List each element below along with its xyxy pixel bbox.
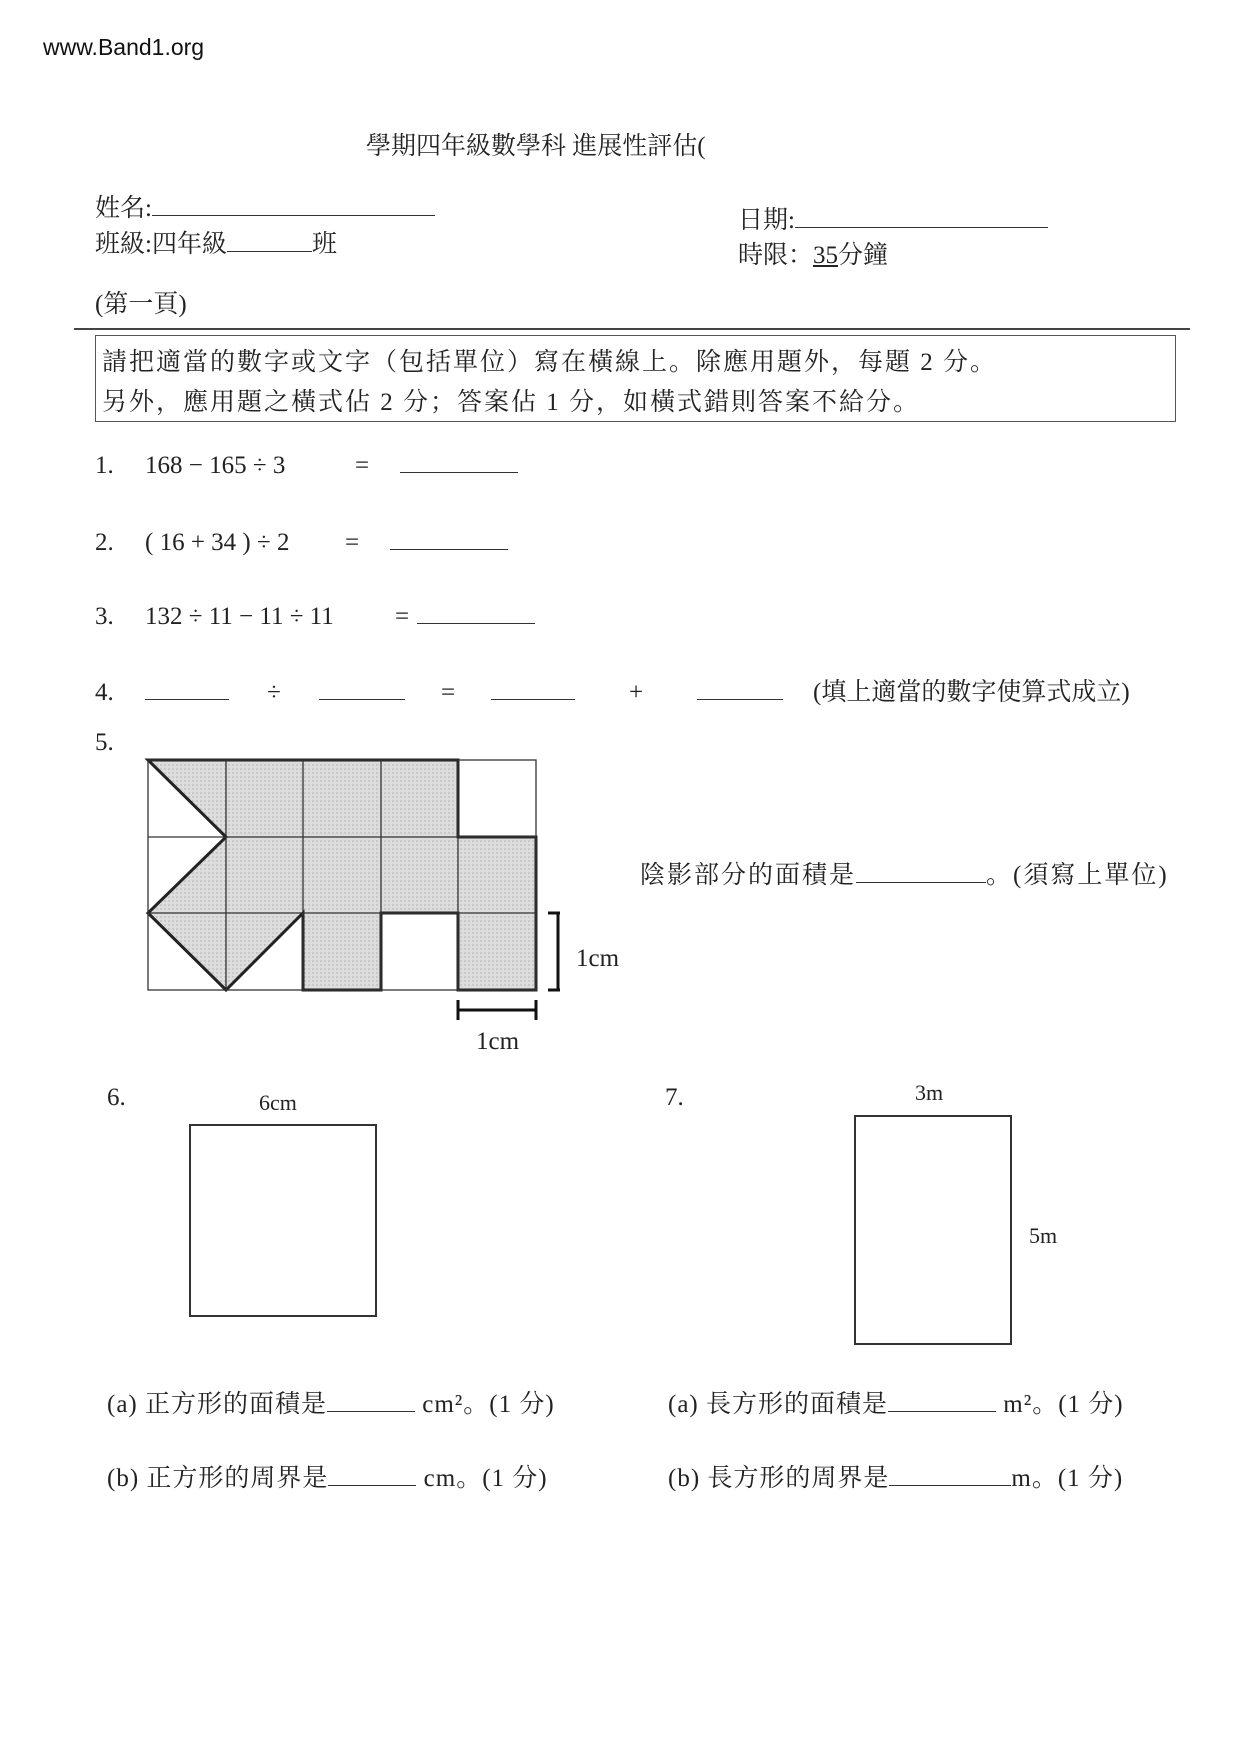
question-7a: (a) 長方形的面積是 m²。(1 分) (668, 1384, 1124, 1420)
question-1: 1. 168 − 165 ÷ 3 = (95, 447, 518, 480)
question-6b: (b) 正方形的周界是 cm。(1 分) (107, 1458, 548, 1494)
date-label: 日期: (738, 207, 795, 234)
page-number: (第一頁) (95, 291, 187, 318)
answer-blank[interactable] (327, 1386, 415, 1412)
shaded-grid-figure (140, 752, 560, 1052)
rectangle-figure (854, 1115, 1012, 1345)
unit-label-vertical: 1cm (576, 945, 620, 972)
question-6-number: 6. (107, 1084, 126, 1111)
site-watermark: www.Band1.org (43, 34, 205, 60)
answer-blank[interactable] (889, 1460, 1011, 1486)
divider (74, 328, 1190, 330)
question-7-number: 7. (665, 1084, 684, 1111)
question-5-prompt: 陰影部分的面積是 。(須寫上單位) (640, 855, 1169, 891)
class-field[interactable] (95, 224, 337, 260)
square-side-label: 6cm (259, 1090, 297, 1115)
answer-blank[interactable] (697, 674, 783, 700)
answer-blank[interactable] (319, 674, 405, 700)
question-6a: (a) 正方形的面積是 cm²。(1 分) (107, 1384, 555, 1420)
answer-blank[interactable] (390, 524, 508, 550)
class-label: 班級:四年級 (95, 231, 227, 258)
name-field[interactable] (95, 188, 435, 224)
answer-blank[interactable] (888, 1386, 996, 1412)
date-field[interactable] (738, 200, 1048, 236)
class-suffix: 班 (311, 231, 337, 258)
question-5-number: 5. (95, 729, 114, 756)
page-title: 學期四年級數學科 進展性評估( (366, 133, 706, 160)
instruction-line: 請把適當的數字或文字（包括單位）寫在橫線上。除應用題外，每題 2 分。 (102, 349, 998, 376)
question-2: 2. ( 16 + 34 ) ÷ 2 = (95, 524, 508, 557)
time-limit: 時限：35分鐘 (738, 242, 889, 269)
square-figure (189, 1124, 377, 1317)
question-7b: (b) 長方形的周界是 m。(1 分) (668, 1458, 1123, 1494)
answer-blank[interactable] (417, 598, 535, 624)
shaded-region (148, 760, 536, 990)
answer-blank[interactable] (491, 674, 575, 700)
question-3: 3. 132 ÷ 11 − 11 ÷ 11 = (95, 598, 535, 631)
answer-blank[interactable] (400, 447, 518, 473)
answer-blank[interactable] (328, 1460, 416, 1486)
instruction-line: 另外，應用題之橫式佔 2 分；答案佔 1 分，如橫式錯則答案不給分。 (102, 389, 921, 416)
unit-label-horizontal: 1cm (476, 1028, 520, 1055)
name-label: 姓名: (95, 195, 152, 222)
answer-blank[interactable] (145, 674, 229, 700)
rectangle-width-label: 3m (915, 1080, 944, 1105)
answer-blank[interactable] (856, 857, 986, 883)
rectangle-height-label: 5m (1029, 1223, 1058, 1248)
instructions-box (95, 335, 1176, 422)
question-4: 4. ÷ = + (填上適當的數字使算式成立) (95, 672, 1130, 708)
